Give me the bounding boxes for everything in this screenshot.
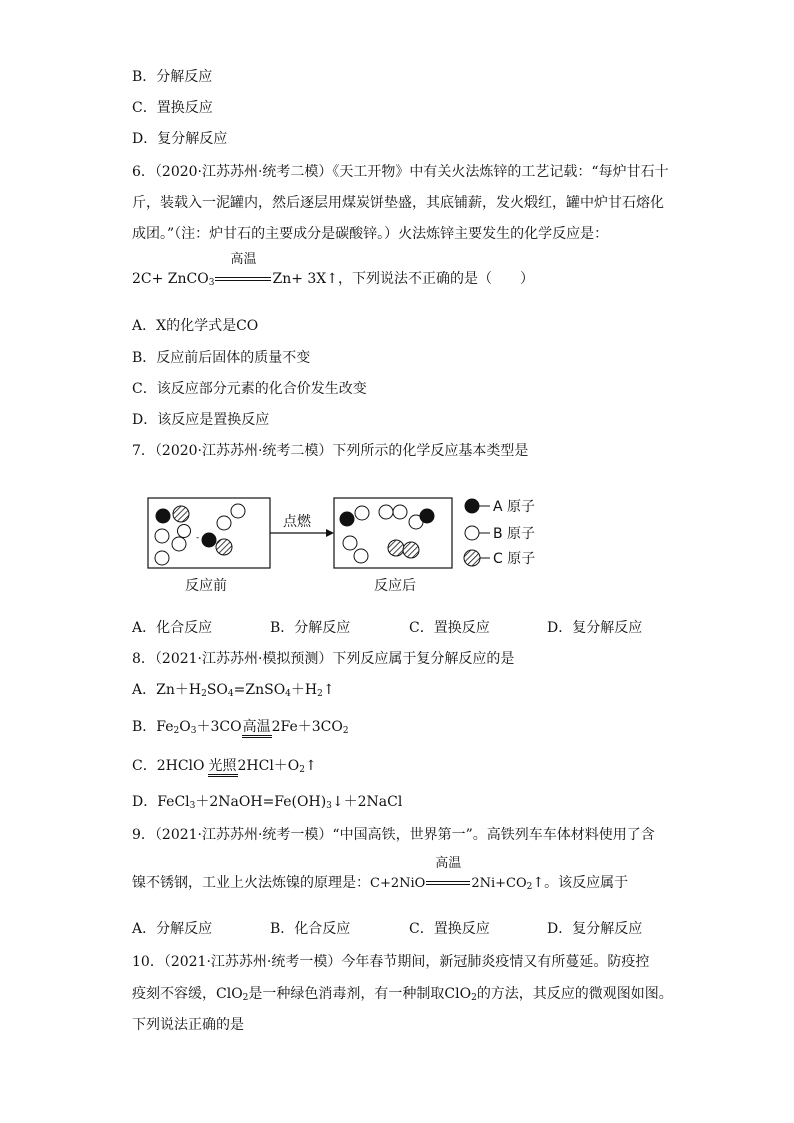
atom-a [340, 512, 355, 527]
q9-option-b: B．化合反应 [270, 921, 351, 937]
after-box [334, 498, 452, 568]
atom-b [155, 529, 169, 543]
q9-stem-line2: 镍不锈钢，工业上火法炼镍的原理是：C+2NiO 高温 $2Ni+CO_2↑$。该反应属于 [132, 856, 629, 892]
q10-stem-line3: 下列说法正确的是 [132, 1017, 244, 1033]
atom-b [178, 525, 191, 538]
legend-atom-c [464, 550, 480, 566]
q5-option-c: C．置换反应 [132, 100, 213, 116]
svg-text:-: - [196, 533, 200, 543]
atom-c [173, 506, 189, 522]
before-label: 反应前 [185, 578, 227, 594]
q7-stem: 7．（2020·江苏苏州·统考二模）下列所示的化学反应基本类型是 [132, 443, 529, 459]
q6-stem-line3: 成团。”（注：炉甘石的主要成分是碳酸锌。）火法炼锌主要发生的化学反应是： [132, 226, 609, 242]
legend-atom-b [465, 526, 479, 540]
q10-stem-line2: 疫刻不容缓，ClO$_2$是一种绿色消毒剂，有一种制取ClO$_2$的方法，其反应的微观图如图。 [132, 986, 673, 1003]
q6-stem-line2: 斤，装载入一泥罐内，然后逐层用煤炭饼垫盛，其底铺薪，发火煅红，罐中炉甘石熔化 [132, 195, 664, 211]
q8-option-d: D．$FeCl_3+2NaOH=Fe(OH)_3↓+2NaCl$ [132, 794, 403, 811]
legend-b-label: B 原子 [493, 526, 536, 542]
atom-a [420, 509, 435, 524]
q9-option-a: A．分解反应 [132, 921, 213, 937]
q7-option-a: A．化合反应 [132, 620, 213, 636]
atom-c [403, 542, 419, 558]
atom-b [231, 504, 245, 518]
q8-option-a: A．$Zn+H_2SO_4=ZnSO_4+H_2↑$ [132, 682, 335, 699]
atom-b [379, 505, 393, 519]
q6-option-d: D．该反应是置换反应 [132, 412, 270, 428]
atom-a [202, 533, 217, 548]
q9-stem-line1: 9．（2021·江苏苏州·统考一模）“中国高铁，世界第一”。高铁列车车体材料使用了含 [132, 827, 655, 843]
legend-atom-a [465, 499, 480, 514]
atom-b [355, 506, 369, 520]
atom-a [156, 509, 171, 524]
q8-option-c: C．2HClO 光照$2HCl+O_2↑$ [132, 758, 317, 775]
atom-b [172, 537, 186, 551]
q5-option-b: B．分解反应 [132, 69, 213, 85]
arrow-label: 点燃 [283, 514, 311, 530]
legend-a-label: A 原子 [493, 499, 536, 515]
atom-b [343, 536, 357, 550]
atom-c [216, 539, 232, 555]
q7-option-c: C．置换反应 [409, 620, 490, 636]
q9-option-c: C．置换反应 [409, 921, 490, 937]
q8-option-b: B．$Fe_2O_3+3CO$高温$2Fe+3CO_2$ [132, 719, 349, 736]
q6-option-c: C．该反应部分元素的化合价发生改变 [132, 381, 367, 397]
q7-reaction-diagram [140, 490, 560, 598]
q6-stem-line1: 6．（2020·江苏苏州·统考二模）《天工开物》中有关火法炼锌的工艺记载：“每炉甘石十 [132, 164, 669, 180]
q7-option-b: B．分解反应 [270, 620, 351, 636]
q5-option-d: D．复分解反应 [132, 131, 228, 147]
q6-option-a: A．X的化学式是CO [132, 318, 259, 334]
atom-b [354, 549, 368, 563]
q8-stem: 8．（2021·江苏苏州·模拟预测）下列反应属于复分解反应的是 [132, 651, 515, 667]
atom-b [155, 551, 169, 565]
atom-b [393, 505, 407, 519]
q7-option-d: D．复分解反应 [547, 620, 643, 636]
q6-option-b: B．反应前后固体的质量不变 [132, 350, 311, 366]
after-label: 反应后 [374, 578, 416, 594]
legend-c-label: C 原子 [493, 551, 536, 567]
atom-c [388, 540, 404, 556]
atom-b [217, 516, 231, 530]
q6-equation: 2C+ ZnCO$_3$ 高温 Zn+ 3X↑，下列说法不正确的是（ ） [132, 252, 534, 288]
q9-option-d: D．复分解反应 [547, 921, 643, 937]
q10-stem-line1: 10．（2021·江苏苏州·统考一模）今年春节期间，新冠肺炎疫情又有所蔓延。防疫控 [132, 954, 650, 970]
